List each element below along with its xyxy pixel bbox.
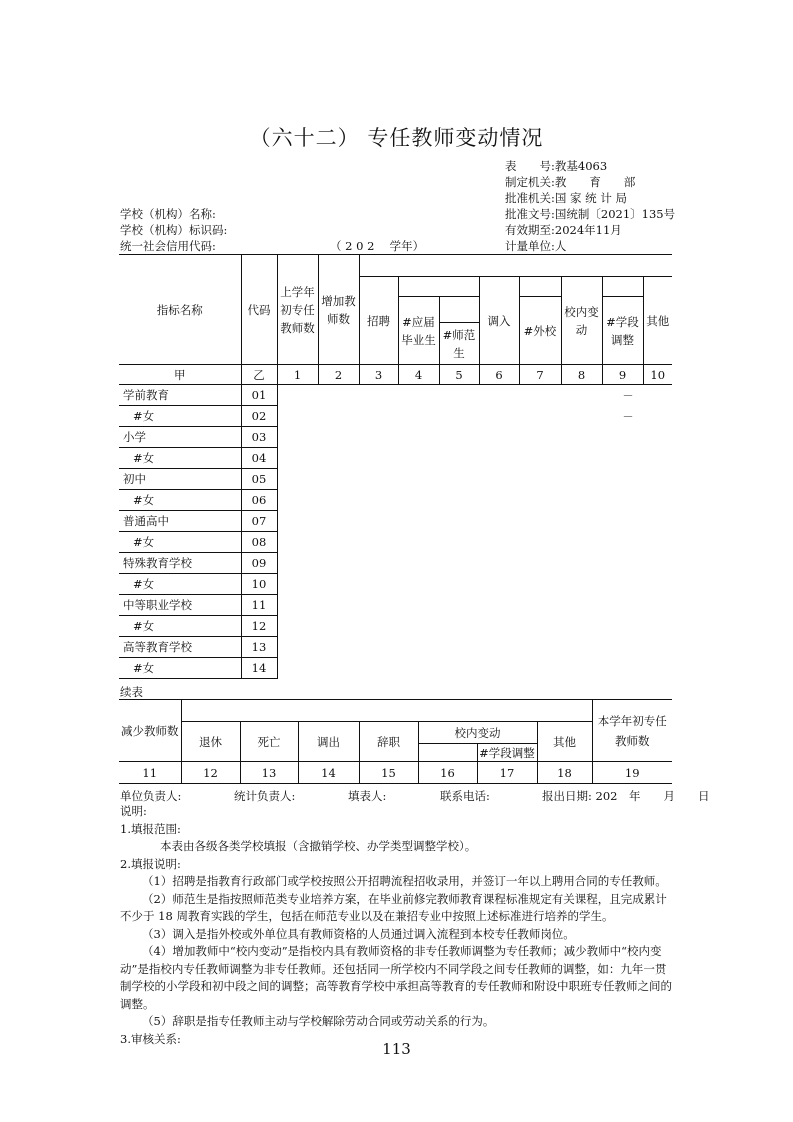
- header-normal-student: #师范生: [439, 323, 479, 365]
- notes-heading: 说明:: [120, 804, 147, 818]
- header-transfer-in: 调入: [479, 277, 519, 365]
- row-indicator-name: #女: [119, 532, 241, 553]
- index-row: [119, 365, 672, 385]
- teacher-change-table-continued: [119, 699, 672, 784]
- row-code: 10: [241, 574, 277, 595]
- meta-approver: 批准机关:国 家 统 计 局: [505, 191, 627, 205]
- index-cell: 16: [418, 762, 477, 784]
- row-indicator-name: 小学: [119, 427, 241, 448]
- school-code-label: 学校（机构）标识码:: [120, 223, 228, 237]
- meta-approval-number: 批准文号:国统制〔2021〕135号: [505, 207, 676, 221]
- header-death: 死亡: [240, 722, 298, 762]
- index-cell: 5: [439, 365, 479, 385]
- row-code: 14: [241, 658, 277, 679]
- index-cell: 1: [277, 365, 318, 385]
- row-code: 07: [241, 511, 277, 532]
- row-code: 13: [241, 637, 277, 658]
- index-cell: 2: [318, 365, 359, 385]
- stat-head-label: 统计负责人:: [234, 789, 296, 803]
- index-cell: 15: [359, 762, 418, 784]
- index-cell: 19: [592, 762, 672, 784]
- credit-code-label: 统一社会信用代码:: [120, 239, 216, 253]
- index-cell: 甲: [119, 365, 241, 385]
- index-cell: 11: [119, 762, 181, 784]
- header-other: 其他: [643, 277, 672, 365]
- row-indicator-name: 中等职业学校: [119, 595, 241, 616]
- row-code: 01: [241, 385, 277, 406]
- notes-scope-title: 1.填报范围:: [120, 821, 181, 836]
- header-code: 代码: [241, 255, 277, 365]
- index-row-2: [119, 762, 672, 784]
- notes-section: [120, 803, 675, 1048]
- index-cell: 9: [602, 365, 643, 385]
- page-number: 113: [382, 1040, 411, 1058]
- row-indicator-name: 高等教育学校: [119, 637, 241, 658]
- header-other-2: 其他: [537, 722, 592, 762]
- meta-form-number: 表 号:教基4063: [505, 159, 608, 173]
- row-indicator-name: 特殊教育学校: [119, 553, 241, 574]
- index-cell: 3: [359, 365, 398, 385]
- row-indicator-name: #女: [119, 616, 241, 637]
- header-current-teachers: 本学年初专任教师数: [592, 700, 672, 762]
- header-blank-normal: [439, 297, 479, 323]
- header-indicator: 指标名称: [119, 255, 241, 365]
- school-name-label: 学校（机构）名称:: [120, 207, 216, 221]
- row-code: 06: [241, 490, 277, 511]
- row-code: 11: [241, 595, 277, 616]
- data-entry-area: [277, 385, 672, 679]
- row-indicator-name: #女: [119, 406, 241, 427]
- form-meta-right: [505, 158, 675, 254]
- header-stage-adjust-2: #学段调整: [477, 744, 537, 762]
- header-retire: 退休: [181, 722, 240, 762]
- header-internal-change-2: 校内变动: [418, 722, 537, 744]
- table-row: [119, 385, 672, 406]
- row-code: 05: [241, 469, 277, 490]
- header-decrease: 减少教师数: [119, 700, 181, 762]
- row-code: 04: [241, 448, 277, 469]
- notes-scope-text: 本表由各级各类学校填报（含撤销学校、办学类型调整学校）。: [160, 839, 477, 853]
- index-cell: 乙: [241, 365, 277, 385]
- meta-unit: 计量单位:人: [505, 239, 567, 253]
- notes-fill-title: 2.填报说明:: [120, 856, 181, 871]
- row-code: 09: [241, 553, 277, 574]
- index-cell: 13: [240, 762, 298, 784]
- index-cell: 10: [643, 365, 672, 385]
- notes-audit-title: 3.审核关系:: [120, 1031, 181, 1046]
- index-cell: 4: [398, 365, 439, 385]
- continued-label: 续表: [120, 685, 143, 699]
- dash-mark: －: [622, 389, 634, 402]
- row-indicator-name: 普通高中: [119, 511, 241, 532]
- header-fresh-grad: #应届毕业生: [398, 297, 439, 365]
- header-blank-internal: [418, 744, 477, 762]
- index-cell: 12: [181, 762, 240, 784]
- header-prev-teachers: 上学年初专任教师数: [277, 255, 318, 365]
- notes-item-4: （4）增加教师中“校内变动”是指校内具有教师资格的非专任教师调整为专任教师；减少教师中“校内变动”是指校内专任教师调整为非专任教师。还包括同一所学校内不同学段之间专任教师的调整，如：九年一贯制学校的小学段和初中段之间的调整；高等教育学校中承担高等教育的专任教师和附设中职班专任教师之间的调整。: [120, 944, 672, 1011]
- header-increase: 增加教师数: [318, 255, 359, 365]
- report-date-label: 报出日期: 202 年 月 日: [542, 789, 710, 803]
- header-other-school: #外校: [519, 297, 561, 365]
- notes-item-5: （5）辞职是指专任教师主动与学校解除劳动合同或劳动关系的行为。: [142, 1014, 495, 1028]
- row-indicator-name: #女: [119, 574, 241, 595]
- row-indicator-name: #女: [119, 658, 241, 679]
- phone-label: 联系电话:: [440, 789, 490, 803]
- header-internal-change: 校内变动: [561, 277, 602, 365]
- page-title: （六十二） 专任教师变动情况: [249, 126, 544, 150]
- index-cell: 18: [537, 762, 592, 784]
- header-recruit: 招聘: [359, 277, 398, 365]
- notes-item-1: （1）招聘是指教育行政部门或学校按照公开招聘流程招收录用，并签订一年以上聘用合同的专任教师。: [142, 874, 667, 888]
- dash-mark: －: [622, 410, 634, 423]
- header-blank-stage: [602, 277, 643, 297]
- filler-label: 填表人:: [348, 789, 387, 803]
- header-stage-adjust: #学段调整: [602, 297, 643, 365]
- index-cell: 14: [298, 762, 359, 784]
- index-cell: 17: [477, 762, 537, 784]
- index-cell: 6: [479, 365, 519, 385]
- row-indicator-name: #女: [119, 448, 241, 469]
- index-cell: 8: [561, 365, 602, 385]
- row-indicator-name: #女: [119, 490, 241, 511]
- row-code: 02: [241, 406, 277, 427]
- row-indicator-name: 学前教育: [119, 385, 241, 406]
- notes-item-2: （2）师范生是指按照师范类专业培养方案，在毕业前修完教师教育课程标准规定有关课程，且完成累计不少于 18 周教育实践的学生，包括在师范专业以及在兼招专业中按照上述标准进行培养的学生。: [120, 891, 667, 923]
- header-resign: 辞职: [359, 722, 418, 762]
- header-transfer-out: 调出: [298, 722, 359, 762]
- row-code: 12: [241, 616, 277, 637]
- notes-item-3: （3）调入是指外校或外单位具有教师资格的人员通过调入流程到本校专任教师岗位。: [142, 926, 575, 941]
- row-code: 03: [241, 427, 277, 448]
- index-cell: 7: [519, 365, 561, 385]
- row-indicator-name: 初中: [119, 469, 241, 490]
- meta-valid-until: 有效期至:2024年11月: [505, 223, 622, 237]
- row-code: 08: [241, 532, 277, 553]
- teacher-change-table: [119, 254, 672, 679]
- school-year-label: （ 2 0 2 学年）: [330, 239, 425, 253]
- header-blank-other-school: [519, 277, 561, 297]
- header-blank-top: [359, 255, 672, 277]
- header-blank-top-2: [181, 700, 592, 722]
- meta-issuer: 制定机关:教 育 部: [505, 175, 636, 189]
- unit-head-label: 单位负责人:: [120, 789, 182, 803]
- header-blank-grad: [398, 277, 479, 297]
